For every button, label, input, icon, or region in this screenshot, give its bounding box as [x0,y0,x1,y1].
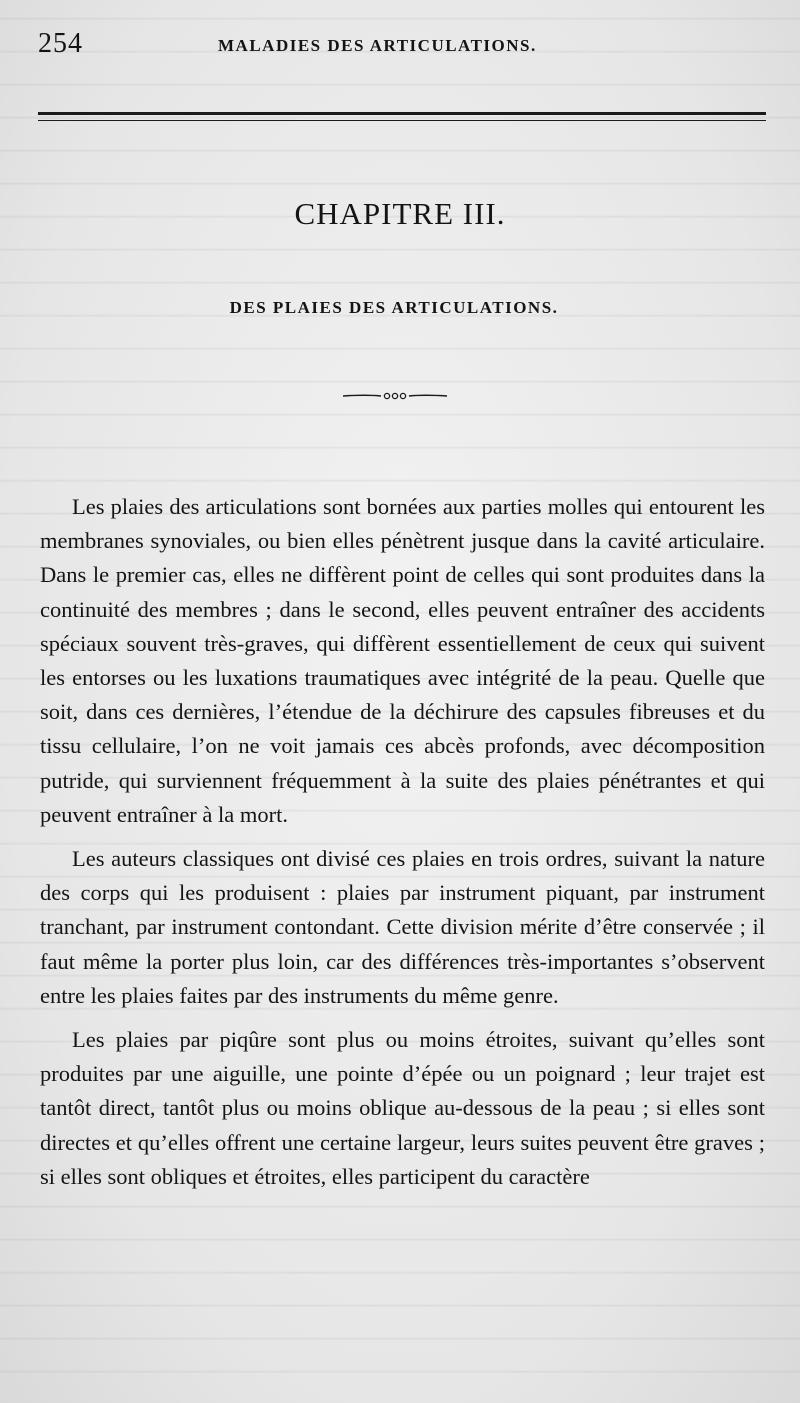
paragraph: Les plaies des articulations sont bornées aux parties molles qui entourent les membranes synoviales, ou bien elles pénètrent jusque dans la cavité articulaire. Dans le premier cas, elles ne diffèrent point de celles qui sont produites dans la continuité des membres ; dans le second, elles peuvent entraîner des accidents spéciaux souvent très-graves, qui diffèrent essentiellement de ceux qui suivent les entorses ou les luxations traumatiques avec intégrité de la peau. Quelle que soit, dans ces dernières, l’étendue de la déchirure des capsules fibreuses et du tissu cellulaire, l’on ne voit jamais ces abcès profonds, avec décomposition putride, qui surviennent fréquemment à la suite des plaies pénétrantes et qui peuvent entraîner à la mort. [40,494,765,827]
header-rule-thick [38,112,766,115]
chapter-title: CHAPITRE III. [294,196,506,231]
paragraph: Les auteurs classiques ont divisé ces plaies en trois ordres, suivant la nature des corps qui les produisent : plaies par instrument piquant, par instrument tranchant, par instrument contondant. Cette division mérite d’être conservée ; il faut même la porter plus loin, car des différences très-importantes s’observent entre les plaies faites par des instruments du même genre. [40,846,765,1008]
running-head: MALADIES DES ARTICULATIONS. [218,36,537,55]
paragraph: Les plaies par piqûre sont plus ou moins étroites, suivant qu’elles sont produites par une aiguille, une pointe d’épée ou un poignard ; leur trajet est tantôt direct, tantôt plus ou moins oblique au-dessous de la peau ; si elles sont directes et qu’elles offrent une certaine largeur, leurs suites peuvent être graves ; si elles sont obliques et étroites, elles participent du caractère [40,1027,765,1189]
divider-ornament-icon [341,390,449,402]
body-text [40,490,765,1204]
section-title: DES PLAIES DES ARTICULATIONS. [229,298,559,317]
page-number: 254 [38,28,83,59]
header-rule-thin [38,120,766,121]
